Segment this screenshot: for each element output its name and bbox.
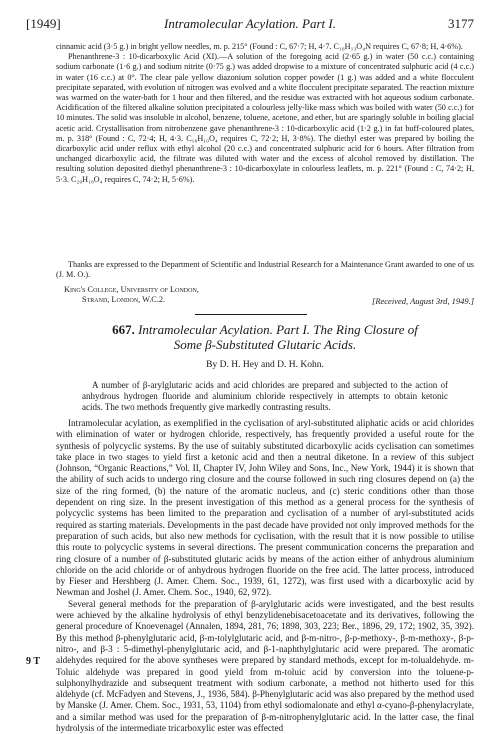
paragraph-methods: Several general methods for the preparation of β-arylglutaric acids were investigated, and the best results were achieved by the alkaline hydrolysis of ethyl benzylidenebisacetoacetate and its derivatives, following the general procedure of Knoevenagel (Annalen, 1894, 281, 76; 1898, 303, 223; Ber., 1896, 29, 172; 1902, 35, 392). By this method β-phenylglutaric acid, β-m-tolylglutaric acid, and β-m-nitro-, β-p-methoxy-, β-m-methoxy-, β-p-nitro-, and β-3 : 5-dimethyl-phenylglutaric acid, and β-1-naphthylglutaric acid were prepared. The aromatic aldehydes required for the above syntheses were prepared by standard methods, except for m-tolualdehyde. m-Toluic aldehyde was prepared in good yield from m-toluic acid by conversion into the toluene-p-sulphonylhydrazide and subsequent treatment with sodium carbonate, a method not hitherto used for this aldehyde (cf. McFadyen and Stevens, J., 1936, 584). β-Phenylglutaric acid was also prepared by the method used by Manske (J. Amer. Chem. Soc., 1931, 53, 1104) from ethyl sodiomalonate and ethyl α-cyano-β-phenylacrylate, and a similar method was used for the preparation of β-m-nitrophenylglutaric acid. In the latter case, the final hydrolysis of the intermediate tricarboxylic ester was effected [56, 598, 474, 734]
header-running-title: Intramolecular Acylation. Part I. [164, 16, 336, 31]
paragraph-introduction: Intramolecular acylation, as exemplified in the cyclisation of aryl-substituted aliphatic acids or acid chlorides with elimination of water or hydrogen chloride, respectively, has frequently provided a useful route for the synthesis of polycyclic systems. By the use of suitably substituted dicarboxylic acids cyclisation can sometimes take place in two stages to yield first a ketonic acid and then a neutral diketone. In a review of this subject (Johnson, “Organic Reactions,” Vol. II, Chapter IV, John Wiley and Sons, Inc., New York, 1944) it is shown that the ability of such acids to undergo ring closure and the course followed in such ring closures depend on (a) the size of the ring formed, (b) the nature of the aromatic nucleus, and (c) steric conditions other than those dependent on ring size. In the present investigation of this method as a general process for the synthesis of polycyclic systems has been limited to the preparation and cyclisation of a number of aryl-substituted acids required as starting materials. Developments in the past decade have provided not only improved methods for the preparation of such acids, but also new methods for cyclisation, with the result that it is now possible to utilise this route to polycyclic systems in several directions. The present communication concerns the preparation and ring closure of a number of β-substituted glutaric acids by means of the action either of anhydrous aluminium chloride on the acid chloride or of anhydrous hydrogen fluoride on the free acid. The latter process, introduced by Fieser and Hershberg (J. Amer. Chem. Soc., 1939, 61, 1272), was first used with a dicarboxylic acid by Newman and Joshel (J. Amer. Chem. Soc., 1940, 62, 972). [56, 418, 474, 598]
signature-mark: 9 T [26, 656, 40, 667]
article-title-line-1: Intramolecular Acylation. Part I. The Ring Closure of [138, 322, 418, 337]
article-authors: By D. H. Hey and D. H. Kohn. [206, 360, 324, 370]
affiliation-line-1: King's College, University of London, [64, 285, 199, 294]
running-header [26, 16, 474, 32]
affiliation-line-2: Strand, London, W.C.2. [82, 295, 166, 304]
paragraph-cinnamic-acid: cinnamic acid (3·5 g.) in bright yellow needles, m. p. 215° (Found : C, 67·7; H, 4·7. C₁₆H₁₃O₄N requires C, 67·8; H, 4·6%). [56, 42, 463, 51]
article-title [56, 322, 474, 352]
article-number: 667. [112, 322, 135, 337]
acknowledgement [56, 260, 474, 280]
article-abstract: A number of β-arylglutaric acids and acid chlorides are prepared and subjected to the action of anhydrous hydrogen fluoride and aluminium chloride respectively in attempts to obtain ketonic acids. The two methods frequently give markedly contrasting results. [82, 380, 448, 413]
header-year: [1949] [26, 16, 61, 31]
header-page-number: 3177 [448, 16, 474, 31]
affiliation [64, 285, 199, 305]
acknowledgement-text: Thanks are expressed to the Department of Scientific and Industrial Research for a Maintenance Grant awarded to one of us (J. M. O.). [56, 260, 474, 280]
received-date: [Received, August 3rd, 1949.] [372, 296, 474, 306]
section-divider [195, 314, 307, 315]
main-text [56, 418, 474, 734]
experimental-section [56, 42, 474, 185]
article-title-line-2: Some β-Substituted Glutaric Acids. [173, 337, 357, 352]
paragraph-phenanthrene-dicarboxylic-acid: Phenanthrene-3 : 10-dicarboxylic Acid (XI).—A solution of the foregoing acid (2·65 g.) in water (50 c.c.) containing sodium carbonate (1·6 g.) and sodium nitrite (0·75 g.) was added dropwise to a mixture of concentrated sulphuric acid (4 c.c.) in water (16 c.c.) at 0°. The clear pale yellow diazonium solution copper powder (1 g.) was added and a white flocculent precipitate separated, with evolution of nitrogen was evolved and a white flocculent precipitate separated. The reaction mixture was warmed on the water-bath for 1 hour and then filtered, and the residue was extracted with hot aqueous sodium carbonate. Acidification of the filtered alkaline solution precipitated a colourless jelly-like mass which was boiled with water (50 c.c.) for 10 minutes. The solid was insoluble in alcohol, benzene, toluene, acetone, and ether, but are sparingly soluble in boiling glacial acetic acid. Crystallisation from nitrobenzene gave phenanthrene-3 : 10-dicarboxylic acid (1·2 g.) in fat buff-coloured plates, m. p. 318° (Found : C, 72·4; H, 4·3. C₁₆H₁₀O₄ requires C, 72·2; H, 3·8%). The diethyl ester was prepared by boiling the dicarboxylic acid under reflux with ethyl alcohol (20 c.c.) and concentrated sulphuric acid for 6 hours. After filtration from unchanged dicarboxylic acid, the filtrate was diluted with water and the excess of alcohol removed by distillation. The resulting solution deposited diethyl phenanthrene-3 : 10-dicarboxylate in colourless leaflets, m. p. 221° (Found : C, 74·2; H, 5·3. C₂₀H₁₈O₄ requires C, 74·2; H, 5·6%). [56, 52, 474, 184]
